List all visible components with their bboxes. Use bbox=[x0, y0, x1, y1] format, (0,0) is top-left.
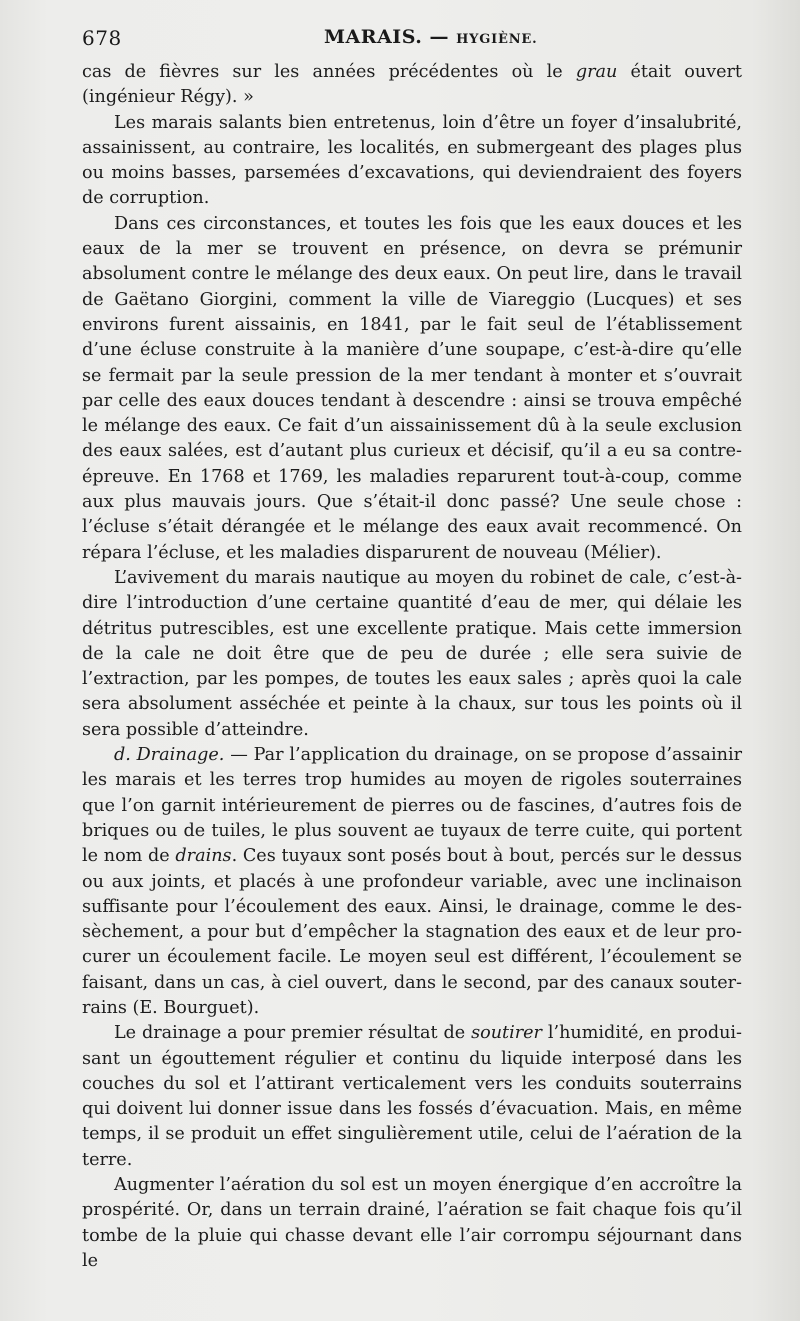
page-header bbox=[82, 22, 744, 56]
running-head-subtitle: HYGIÈNE. bbox=[456, 32, 538, 47]
running-head-dash: — bbox=[422, 26, 457, 48]
page-number: 678 bbox=[82, 26, 122, 50]
body-text bbox=[82, 60, 742, 1274]
paragraph-aeration: Augmenter l’aération du sol est un moyen énergique d’en accroître la prospérité. Or, dans un terrain drainé, l’aération se fait chaque fois qu’il tombe de la pluie qui chasse devant elle l’air corrompu séjournant dans le bbox=[82, 1175, 742, 1271]
paragraph-1-italic: grau bbox=[575, 62, 618, 82]
paragraph-viareggio: Dans ces circonstances, et toutes les fois que les eaux douces et les eaux de la mer se trouvent en présence, on devra se prémunir absolument contre le mélange des deux eaux. On peut lire, dans le travail de Gaëtano Giorgini, comment la ville de Viareggio (Lucques) et ses environs furent aissainis, en 1841, par le fait seul de l’établissement d’une écluse construite à la manière d’une soupape, c’est-à-dire qu’elle se fermait par la seule pression de la mer tendant à monter et s’ouvrait par celle des eaux douces tendant à descendre : ainsi se trouva empêché le mélange des eaux. Ce fait d’un aissainissement dû à la seule exclusion des eaux salées, est d’autant plus curieux et décisif, qu’il a eu sa contre-épreuve. En 1768 et 1769, les maladies reparurent tout-à-coup, comme aux plus mauvais jours. Que s’était-il donc passé? Une seule chose : l’écluse s’était dérangée et le mélange des eaux avait recommencé. On répara l’écluse, et les maladies disparurent de nouveau (Mélier). bbox=[82, 213, 742, 563]
paragraph-soutirer-italic: soutirer bbox=[471, 1023, 542, 1044]
paragraph-drainage bbox=[82, 743, 742, 1021]
paragraph-soutirer-text-b: l’humidité, en produisant un égouttement régulier et continu du liquide interposé dans les couches du sol et l’attirant verticalement vers les conduits souterrains qui doivent lui donner issue dans les fossés d’évacuation. Mais, en même temps, il se produit un effet singulièrement utile, celui de l’aération de la terre. bbox=[82, 1023, 742, 1170]
paragraph-drainage-text-a: — Par l’application du drainage, on se propose d’assainir les marais et les terres trop humides au moyen de rigoles souterraines que l’on garnit intérieurement de pierres ou de fascines, d’autres fois de briques ou de tuiles, le plus souvent ae tuyaux de terre cuite, qui portent le nom de bbox=[82, 745, 742, 867]
running-head bbox=[324, 26, 537, 48]
paragraph-soutirer-text-a: Le drainage a pour premier résultat de bbox=[114, 1023, 472, 1044]
paragraph-1-text: cas de fièvres sur les années précédentes où le bbox=[82, 62, 576, 82]
paragraph-drainage-italic: drains bbox=[175, 846, 232, 867]
paragraph-avivement: L’avivement du marais nautique au moyen du robinet de cale, c’est-à-dire l’introduction d’une certaine quantité d’eau de mer, qui délaie les détritus putrescibles, est une excellente pratique. Mais cette immersion de la cale ne doit être que de peu de durée ; elle sera suivie de l’extraction, par les pompes, de toutes les eaux sales ; après quoi la cale sera absolument asséchée et peinte à la chaux, sur tous les points où il sera possible d’atteindre. bbox=[82, 567, 742, 740]
paragraph-drainage-text-b: . Ces tuyaux sont posés bout à bout, percés sur le dessus ou aux joints, et placés à une profondeur variable, avec une inclinaison suffisante pour l’écoulement des eaux. Ainsi, le drainage, comme le dessèchement, a pour but d’empêcher la stagnation des eaux et de leur procurer un écoulement facile. Le moyen seul est différent, l’écoulement se faisant, dans un cas, à ciel ouvert, dans le second, par des canaux souterrains (E. Bourguet). bbox=[82, 846, 742, 1018]
paragraph-soutirer bbox=[82, 1021, 742, 1173]
running-head-title: MARAIS. bbox=[324, 26, 423, 48]
section-label-drainage: d. Drainage. bbox=[114, 745, 225, 766]
paragraph-marais-salants: Les marais salants bien entretenus, loin d’être un foyer d’insalubrité, assainissent, au contraire, les localités, en submergeant des plages plus ou moins basses, parsemées d’excavations, qui deviendraient des foyers de corruption. bbox=[82, 112, 742, 209]
paragraph-1-end: était ouvert (ingénieur Régy). » bbox=[82, 62, 742, 108]
paragraph-continuation bbox=[82, 60, 742, 111]
